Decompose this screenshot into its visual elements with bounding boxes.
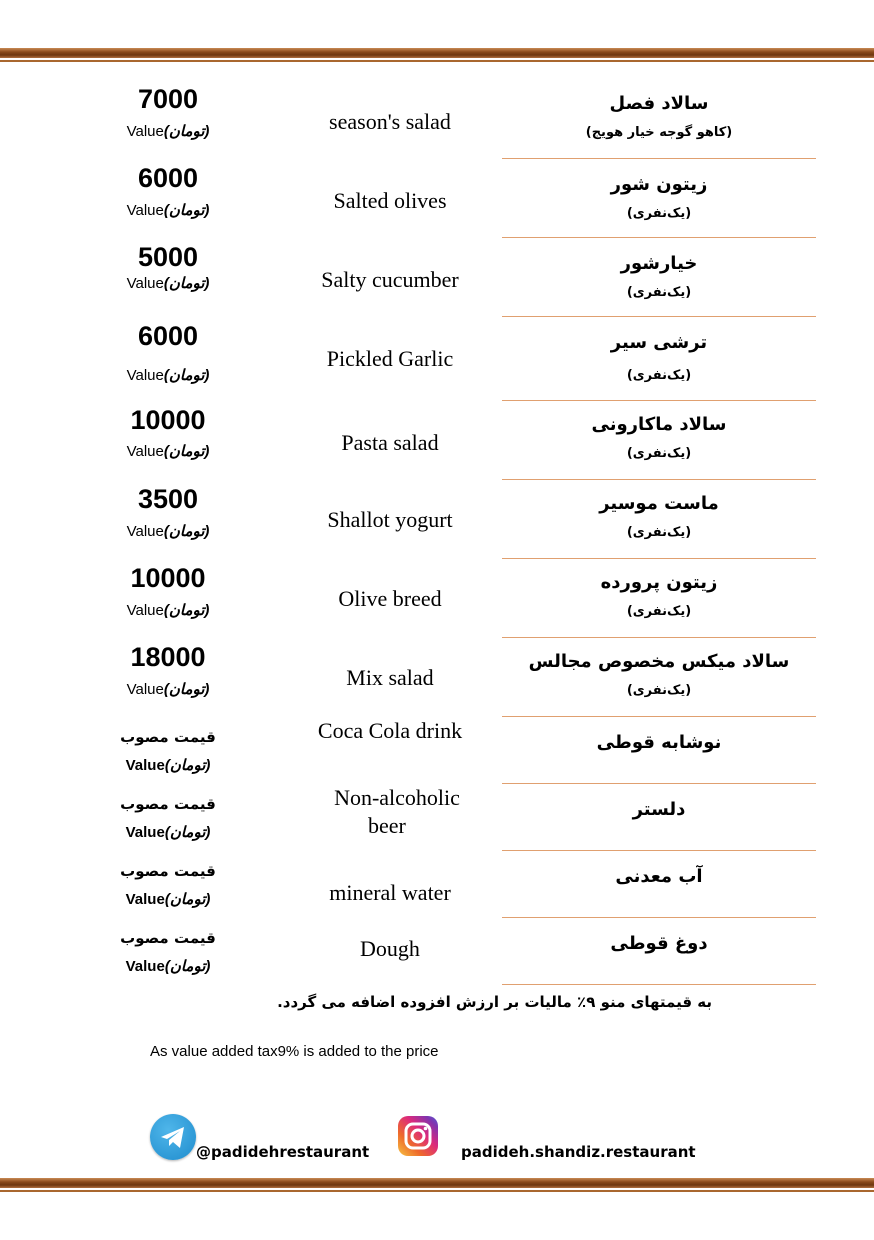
row-divider [502, 984, 816, 985]
row-divider [502, 783, 816, 784]
item-name-en: Shallot yogurt [327, 507, 453, 532]
price-value: 3500 [137, 484, 199, 514]
item-note-fa: (کاهو گوجه خیار هویج) [585, 125, 733, 140]
price [90, 84, 246, 141]
row-divider [502, 637, 816, 638]
price [90, 321, 246, 385]
item-name-fa: سالاد ماکارونی (یک‌نفری) [502, 413, 816, 463]
telegram-handle[interactable]: @padidehrestaurant [196, 1143, 370, 1161]
price-unit: Value(تومان) [125, 757, 211, 774]
item-name-fa: ترشی سیر (یک‌نفری) [502, 331, 816, 385]
price-unit: Value(تومان) [125, 824, 211, 841]
item-name-fa: دوغ قوطی [610, 933, 708, 954]
item-name-en: Non-alcoholic beer [334, 785, 460, 838]
price-value: 10000 [130, 405, 206, 435]
price-unit: Value(تومان) [126, 275, 210, 292]
price-value: 10000 [130, 563, 206, 593]
row-divider [502, 850, 816, 851]
price-label: قیمت مصوب [120, 862, 216, 880]
price-value: 6000 [137, 163, 199, 193]
price-label: قیمت مصوب [120, 728, 216, 746]
item-name-fa: دلستر [632, 799, 686, 820]
price-unit: Value(تومان) [126, 523, 210, 540]
item-name-fa: سالاد فصل (کاهو گوجه خیار هویج) [502, 92, 816, 142]
item-note-fa: (یک‌نفری) [626, 604, 692, 619]
item-name-fa: نوشابه قوطی [596, 732, 722, 753]
price-label: قیمت مصوب [120, 795, 216, 813]
item-note-fa: (یک‌نفری) [626, 525, 692, 540]
item-name-fa: ماست موسیر (یک‌نفری) [502, 492, 816, 542]
telegram-icon[interactable] [150, 1114, 196, 1160]
price-unit: Value(تومان) [126, 681, 210, 698]
price-unit: Value(تومان) [126, 367, 210, 384]
row-divider [502, 316, 816, 317]
item-name-en: mineral water [329, 880, 451, 905]
price-unit: Value(تومان) [125, 891, 211, 908]
item-note-fa: (یک‌نفری) [626, 683, 692, 698]
top-border-band [0, 48, 874, 58]
price [90, 242, 246, 293]
price-unit: Value(تومان) [126, 443, 210, 460]
instagram-handle[interactable]: padideh.shandiz.restaurant [461, 1143, 696, 1161]
item-name-fa: زیتون شور (یک‌نفری) [502, 173, 816, 223]
price [90, 728, 246, 775]
item-name-en: Pickled Garlic [326, 346, 454, 371]
row-divider [502, 917, 816, 918]
item-name-fa: خیارشور (یک‌نفری) [502, 252, 816, 302]
bottom-border-band [0, 1178, 874, 1188]
item-name-en: Salty cucumber [321, 267, 459, 292]
item-note-fa: (یک‌نفری) [626, 446, 692, 461]
row-divider [502, 558, 816, 559]
item-name-en: Salted olives [333, 188, 447, 213]
row-divider [502, 158, 816, 159]
item-note-fa: (یک‌نفری) [626, 206, 692, 221]
price-unit: Value(تومان) [126, 123, 210, 140]
row-divider [502, 400, 816, 401]
price-value: 18000 [130, 642, 206, 672]
price-unit: Value(تومان) [126, 202, 210, 219]
price [90, 563, 246, 620]
price [90, 405, 246, 461]
tax-note-fa: به قیمتهای منو ۹٪ مالیات بر ارزش افزوده اضافه می گردد. [277, 993, 712, 1011]
item-name-en: season's salad [329, 109, 451, 134]
row-divider [502, 716, 816, 717]
price-unit: Value(تومان) [125, 958, 211, 975]
price [90, 163, 246, 220]
price [90, 929, 246, 976]
item-note-fa: (یک‌نفری) [626, 285, 692, 300]
item-name-fa: سالاد میکس مخصوص مجالس (یک‌نفری) [502, 650, 816, 700]
price-value: 5000 [137, 242, 199, 272]
price [90, 795, 246, 842]
item-name-fa: آب معدنی [615, 866, 703, 887]
price-value: 6000 [137, 321, 199, 351]
row-divider [502, 479, 816, 480]
item-name-en: Dough [360, 936, 420, 961]
instagram-icon[interactable] [398, 1116, 438, 1156]
row-divider [502, 237, 816, 238]
price-value: 7000 [137, 84, 199, 114]
item-name-en: Coca Cola drink [317, 718, 463, 743]
item-name-en: Mix salad [346, 665, 434, 690]
price [90, 484, 246, 541]
price-unit: Value(تومان) [126, 602, 210, 619]
price [90, 862, 246, 909]
price [90, 642, 246, 699]
item-note-fa: (یک‌نفری) [626, 368, 692, 383]
item-name-fa: زیتون پرورده (یک‌نفری) [502, 571, 816, 621]
tax-note-en: As value added tax9% is added to the price [150, 1043, 439, 1060]
price-label: قیمت مصوب [120, 929, 216, 947]
item-name-en: Olive breed [338, 586, 442, 611]
item-name-en: Pasta salad [341, 430, 439, 455]
